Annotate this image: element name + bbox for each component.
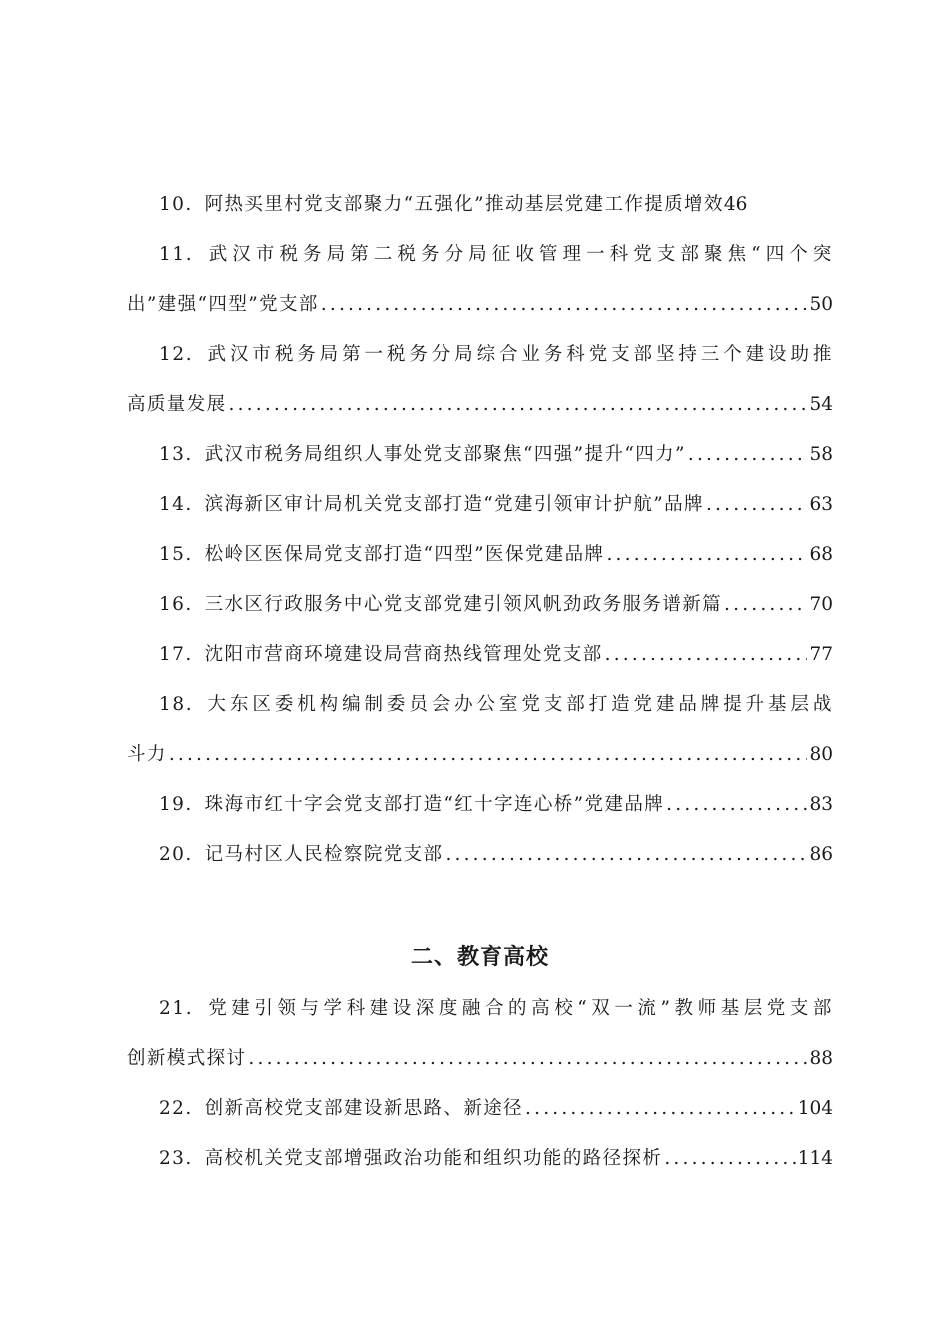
entry-page: 83 (809, 794, 833, 815)
entry-number: 17. (159, 644, 193, 665)
section-heading: 二、教育高校 (410, 945, 549, 970)
entry-number: 11. (159, 244, 194, 265)
entry-number: 13. (159, 444, 193, 465)
entry-title: 沈阳市营商环境建设局营商热线管理处党支部 (204, 644, 603, 665)
entry-page: 104 (797, 1098, 833, 1119)
entry-title-line2: 高质量发展 (127, 394, 227, 415)
entry-title: 松岭区医保局党支部打造“四型”医保党建品牌 (204, 544, 605, 565)
entry-number: 19. (159, 794, 193, 815)
table-of-contents (127, 180, 833, 1184)
entry-number: 10. (159, 194, 193, 215)
toc-entry[interactable] (127, 180, 833, 230)
dot-leader (525, 1084, 796, 1134)
entry-title-line2: 创新模式探讨 (127, 1048, 247, 1069)
toc-entry[interactable] (127, 680, 833, 780)
toc-entry[interactable] (127, 230, 833, 330)
dot-leader (606, 530, 807, 580)
entry-title: 珠海市红十字会党支部打造“红十字连心桥”党建品牌 (204, 794, 665, 815)
toc-entry[interactable] (127, 480, 833, 530)
toc-entry[interactable] (127, 580, 833, 630)
entry-page: 70 (809, 594, 833, 615)
entry-number: 22. (159, 1098, 193, 1119)
dot-leader (706, 480, 808, 530)
dot-leader (666, 780, 807, 830)
dot-leader (445, 830, 807, 880)
entry-page: 58 (809, 444, 833, 465)
entry-number: 15. (159, 544, 193, 565)
entry-page: 88 (809, 1048, 833, 1069)
toc-entry[interactable] (127, 830, 833, 880)
entry-title-line2: 出”建强“四型”党支部 (127, 294, 319, 315)
toc-entry[interactable] (127, 780, 833, 830)
entry-number: 14. (159, 494, 193, 515)
entry-page: 77 (809, 644, 833, 665)
entry-page: 80 (809, 744, 833, 765)
dot-leader (229, 380, 808, 430)
entry-page: 114 (797, 1148, 833, 1169)
entry-title-line1: 武汉市税务局第二税务分局征收管理一科党支部聚焦“四个突 (205, 244, 833, 265)
toc-entry[interactable] (127, 984, 833, 1084)
toc-entry[interactable] (127, 630, 833, 680)
dot-leader (664, 1134, 795, 1184)
entry-title: 滨海新区审计局机关党支部打造“党建引领审计护航”品牌 (204, 494, 704, 515)
dot-leader (321, 280, 808, 330)
dot-leader (605, 630, 808, 680)
toc-entry[interactable] (127, 330, 833, 430)
entry-number: 23. (159, 1148, 193, 1169)
entry-title-line1: 武汉市税务局第一税务分局综合业务科党支部坚持三个建设助推 (205, 344, 833, 365)
entry-title: 武汉市税务局组织人事处党支部聚焦“四强”提升“四力” (204, 444, 686, 465)
entry-page: 50 (809, 294, 833, 315)
entry-page: 63 (809, 494, 833, 515)
entry-page: 46 (723, 194, 748, 215)
entry-number: 16. (159, 594, 193, 615)
entry-page: 68 (809, 544, 833, 565)
entry-page: 86 (809, 844, 833, 865)
entry-title: 三水区行政服务中心党支部党建引领风帆劲政务服务谱新篇 (204, 594, 723, 615)
entry-title: 高校机关党支部增强政治功能和组织功能的路径探析 (204, 1148, 663, 1169)
entry-title: 记马村区人民检察院党支部 (204, 844, 444, 865)
entry-title-line2: 斗力 (127, 744, 167, 765)
toc-entry[interactable] (127, 1084, 833, 1134)
entry-number: 12. (159, 344, 194, 365)
toc-entry[interactable] (127, 1134, 833, 1184)
toc-entry[interactable] (127, 430, 833, 480)
dot-leader (724, 580, 807, 630)
toc-entry[interactable] (127, 530, 833, 580)
entry-page: 54 (809, 394, 833, 415)
dot-leader (169, 730, 808, 780)
dot-leader (688, 430, 808, 480)
entry-title: 创新高校党支部建设新思路、新途径 (204, 1098, 524, 1119)
entry-title-line1: 大东区委机构编制委员会办公室党支部打造党建品牌提升基层战 (205, 694, 833, 715)
entry-title: 阿热买里村党支部聚力“五强化”推动基层党建工作提质增效 (204, 194, 724, 215)
entry-number: 20. (159, 844, 193, 865)
dot-leader (248, 1034, 807, 1084)
entry-number: 18. (159, 694, 194, 715)
entry-title-line1: 党建引领与学科建设深度融合的高校“双一流”教师基层党支部 (205, 998, 833, 1019)
entry-number: 21. (159, 998, 194, 1019)
